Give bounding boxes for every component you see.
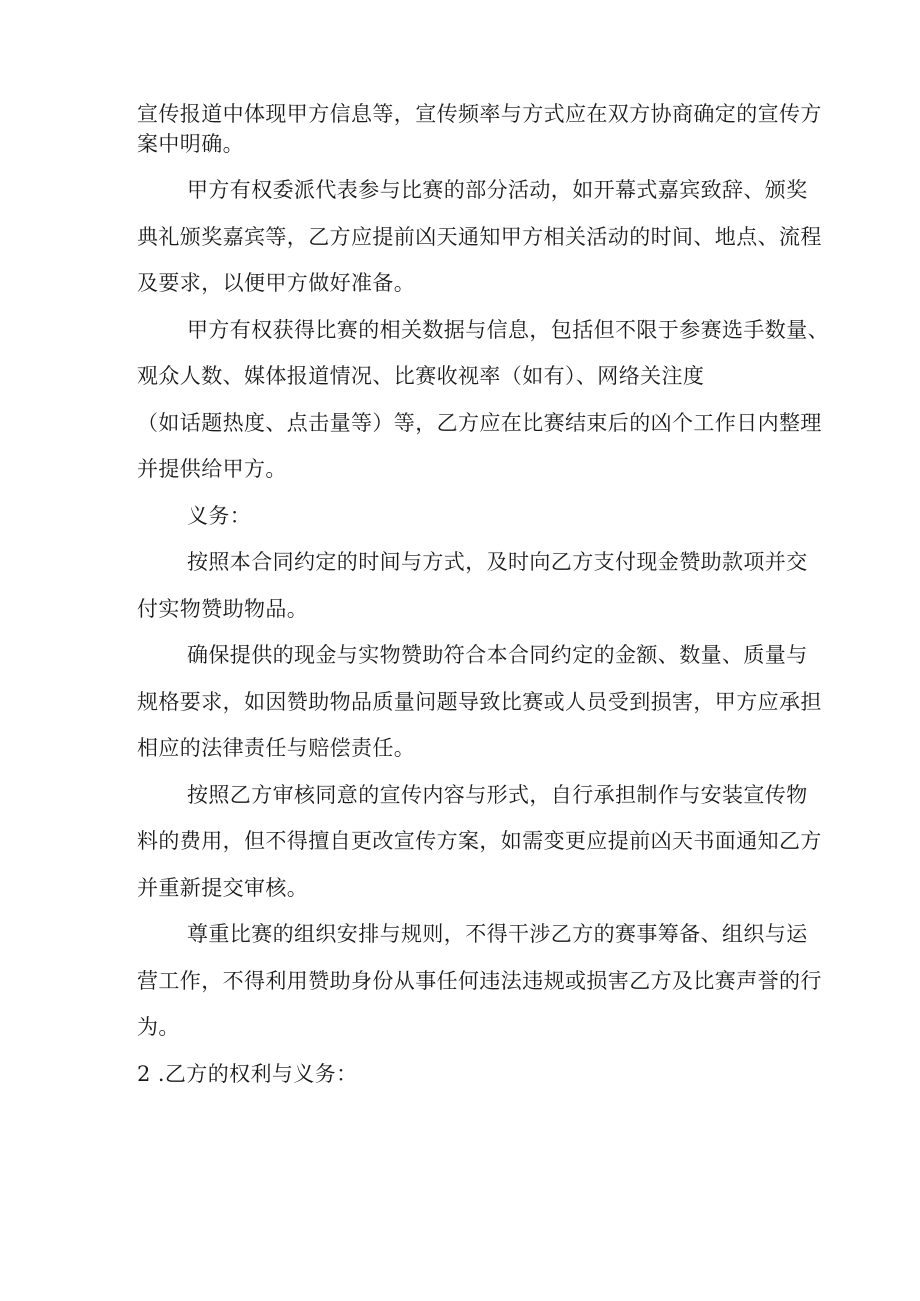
paragraph-line: 按照本合同约定的时间与方式，及时向乙方支付现金赞助款项并交 [187,550,808,574]
paragraph-line: （如话题热度、点击量等）等，乙方应在比赛结束后的凶个工作日内整理 [137,411,822,435]
paragraph-line: 为。 [137,1015,180,1039]
section-heading: 义务： [187,504,252,528]
paragraph-line: 观众人数、媒体报道情况、比赛收视率（如有）、网络关注度 [137,364,705,388]
paragraph-line: 相应的法律责任与赔偿责任。 [137,736,416,760]
paragraph-line: 尊重比赛的组织安排与规则，不得干涉乙方的赛事筹备、组织与运 [187,922,808,946]
paragraph-line: 并重新提交审核。 [137,876,309,900]
paragraph-line: 典礼颁奖嘉宾等，乙方应提前凶天通知甲方相关活动的时间、地点、流程 [137,225,822,249]
paragraph-line: 及要求，以便甲方做好准备。 [137,271,416,295]
paragraph-line: 并提供给甲方。 [137,457,287,481]
paragraph-line: 案中明确。 [137,132,244,156]
paragraph-line: 营工作，不得利用赞助身份从事任何违法违规或损害乙方及比赛声誉的行 [137,969,822,993]
paragraph-line: 甲方有权委派代表参与比赛的部分活动，如开幕式嘉宾致辞、颁奖 [187,178,808,202]
paragraph-line: 按照乙方审核同意的宣传内容与形式，自行承担制作与安装宣传物 [187,783,808,807]
paragraph-line: 确保提供的现金与实物赞助符合本合同约定的金额、数量、质量与 [187,643,808,667]
paragraph-line: 规格要求，如因赞助物品质量问题导致比赛或人员受到损害，甲方应承担 [137,690,822,714]
section-heading: 2 .乙方的权利与义务： [137,1062,358,1086]
paragraph-line: 付实物赞助物品。 [137,597,309,621]
paragraph-line: 宣传报道中体现甲方信息等，宣传频率与方式应在双方协商确定的宣传方 [137,102,822,126]
paragraph-line: 甲方有权获得比赛的相关数据与信息，包括但不限于参赛选手数量、 [187,318,829,342]
paragraph-line: 料的费用，但不得擅自更改宣传方案，如需变更应提前凶天书面通知乙方 [137,829,822,853]
